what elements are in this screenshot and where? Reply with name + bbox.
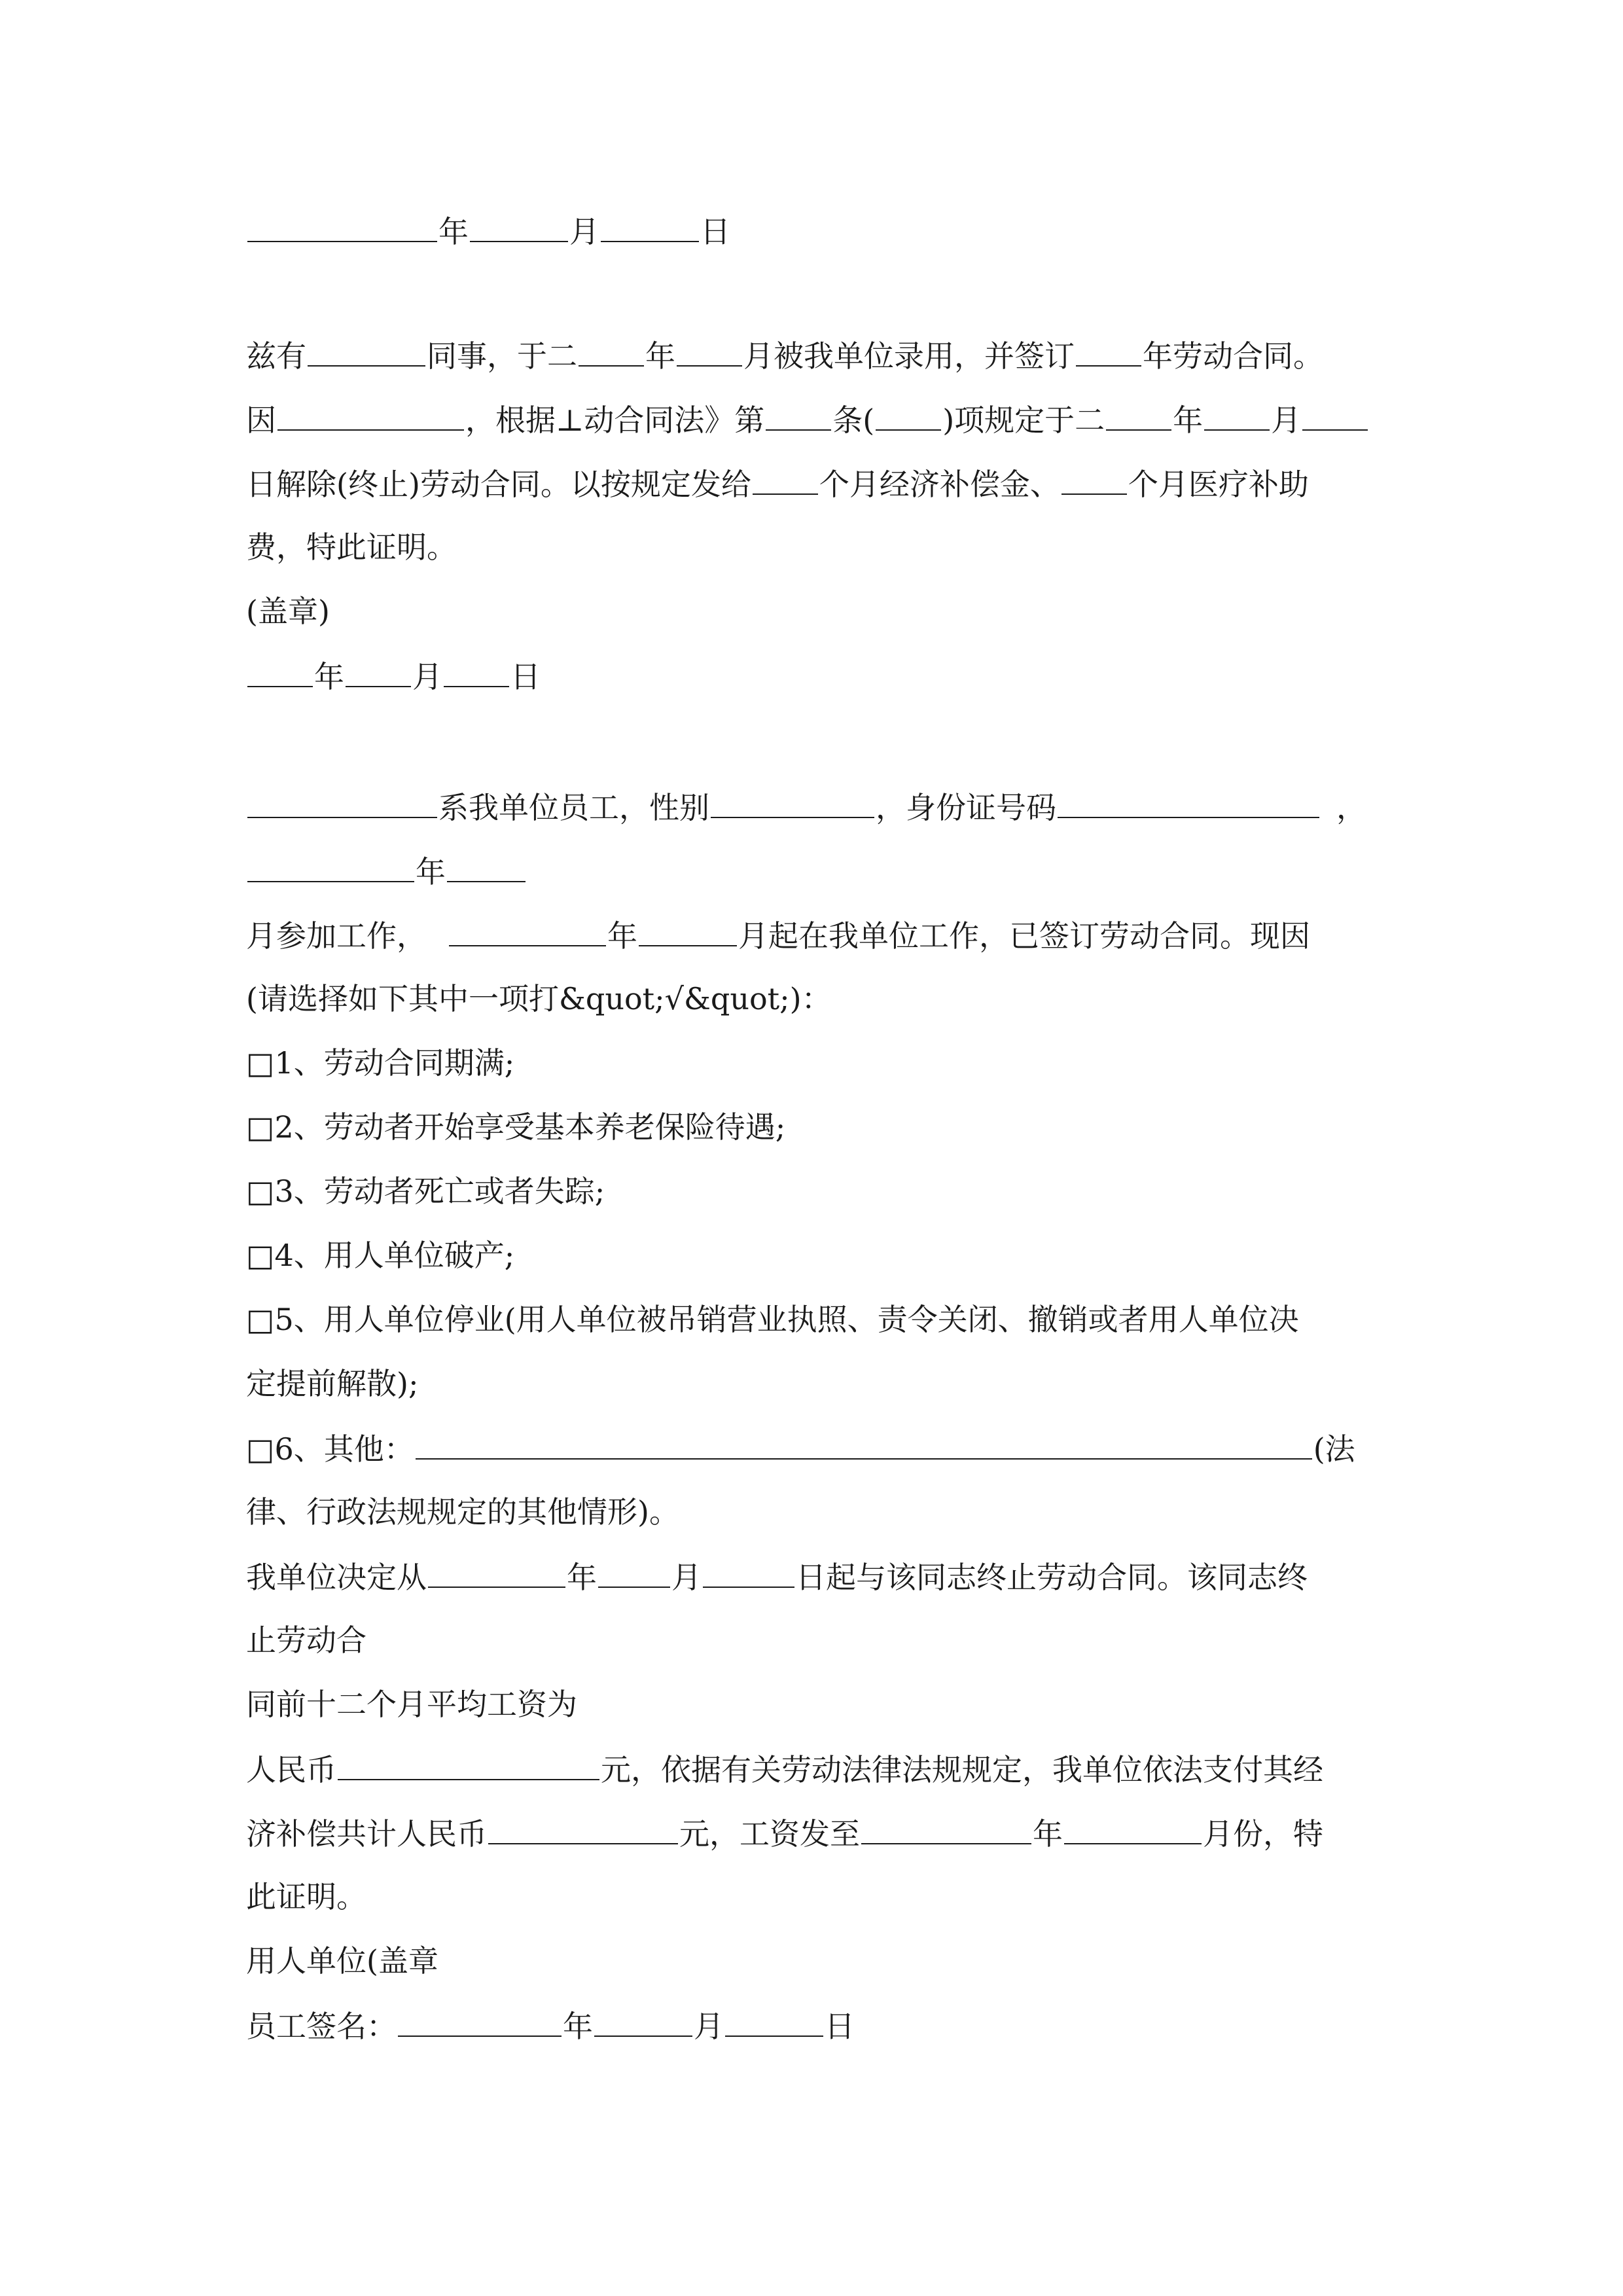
option-6[interactable]: □6、其他： (法 bbox=[246, 1428, 1355, 1469]
option-3[interactable]: □3、劳动者死亡或者失踪; bbox=[246, 1174, 605, 1209]
certificate-line-1: 兹有 同事，于二 年 月被我单位录用，并签订 年劳动合同。 bbox=[246, 335, 1323, 376]
year-blank[interactable] bbox=[247, 656, 313, 687]
signature-year-blank[interactable] bbox=[398, 2005, 562, 2037]
join-month-blank[interactable] bbox=[639, 915, 737, 946]
certificate-line-3: 日解除(终止)劳动合同。以按规定发给 个月经济补偿金、 个月医疗补助 bbox=[246, 463, 1309, 504]
end-year-blank[interactable] bbox=[1106, 399, 1171, 431]
day-blank[interactable] bbox=[444, 656, 509, 687]
signature-day-blank[interactable] bbox=[725, 2005, 823, 2037]
seal-label: (盖章) bbox=[246, 594, 330, 629]
option-4[interactable]: □4、用人单位破产; bbox=[246, 1238, 515, 1273]
termination-day-blank[interactable] bbox=[703, 1556, 794, 1588]
certificate-line-2: 因 ，根据⊥动合同法》第 条( )项规定于二 年 月 bbox=[246, 399, 1369, 440]
join-year-blank[interactable] bbox=[449, 915, 606, 946]
wage-month-blank[interactable] bbox=[1064, 1813, 1202, 1844]
year-blank[interactable] bbox=[247, 211, 437, 242]
medical-months-blank[interactable] bbox=[1061, 463, 1127, 495]
option-5[interactable]: □5、用人单位停业(用人单位被吊销营业执照、责令关闭、撤销或者用人单位决 bbox=[246, 1302, 1299, 1337]
termination-line-6: 此证明。 bbox=[246, 1879, 366, 1914]
month-blank[interactable] bbox=[346, 656, 411, 687]
hire-month-blank[interactable] bbox=[677, 335, 742, 367]
certificate-line-4: 费，特此证明。 bbox=[246, 529, 457, 565]
termination-month-blank[interactable] bbox=[598, 1556, 670, 1588]
employee-line-2: 年 bbox=[246, 851, 527, 891]
option-5-continued: 定提前解散); bbox=[246, 1366, 419, 1401]
termination-line-1: 我单位决定从 年 月 日起与该同志终止劳动合同。该同志终 bbox=[246, 1556, 1308, 1597]
date-line-1: 年 月 日 bbox=[246, 211, 730, 251]
name-blank[interactable] bbox=[308, 335, 425, 367]
option-6-continued: 律、行政法规规定的其他情形)。 bbox=[246, 1494, 679, 1530]
hire-year-blank[interactable] bbox=[579, 335, 644, 367]
employee-signature-line: 员工签名： 年 月 日 bbox=[246, 2005, 855, 2046]
termination-line-3: 同前十二个月平均工资为 bbox=[246, 1687, 577, 1722]
employee-line-3: 月参加工作， 年 月起在我单位工作，已签订劳动合同。现因 bbox=[246, 915, 1310, 956]
month-blank[interactable] bbox=[470, 211, 568, 242]
item-blank[interactable] bbox=[876, 399, 941, 431]
termination-line-4: 人民币 元，依据有关劳动法律法规规定，我单位依法支付其经 bbox=[246, 1749, 1323, 1789]
end-day-blank[interactable] bbox=[1302, 399, 1368, 431]
employee-name-blank[interactable] bbox=[247, 787, 437, 818]
termination-line-5: 济补偿共计人民币 元，工资发至 年 月份，特 bbox=[246, 1813, 1323, 1854]
work-start-year-blank[interactable] bbox=[247, 851, 414, 882]
termination-year-blank[interactable] bbox=[428, 1556, 565, 1588]
employer-seal-label: 用人单位(盖章 bbox=[246, 1943, 438, 1979]
employee-line-1: 系我单位员工，性别 ，身份证号码 ， bbox=[246, 787, 1366, 827]
article-blank[interactable] bbox=[766, 399, 831, 431]
select-instruction: (请选择如下其中一项打&quot;√&quot;)： bbox=[246, 981, 832, 1016]
end-month-blank[interactable] bbox=[1204, 399, 1270, 431]
option-2[interactable]: □2、劳动者开始享受基本养老保险待遇; bbox=[246, 1109, 786, 1145]
day-blank[interactable] bbox=[601, 211, 699, 242]
other-reason-blank[interactable] bbox=[416, 1428, 1312, 1460]
id-number-blank[interactable] bbox=[1058, 787, 1319, 818]
work-start-month-blank[interactable] bbox=[447, 851, 526, 882]
option-1[interactable]: □1、劳动合同期满; bbox=[246, 1045, 515, 1081]
termination-line-2: 止劳动合 bbox=[246, 1623, 366, 1658]
compensation-amount-blank[interactable] bbox=[488, 1813, 678, 1844]
contract-years-blank[interactable] bbox=[1076, 335, 1141, 367]
gender-blank[interactable] bbox=[711, 787, 874, 818]
date-line-2: 年 月 日 bbox=[246, 656, 541, 696]
average-wage-blank[interactable] bbox=[338, 1749, 599, 1780]
reason-blank[interactable] bbox=[277, 399, 464, 431]
signature-month-blank[interactable] bbox=[594, 2005, 692, 2037]
wage-year-blank[interactable] bbox=[861, 1813, 1031, 1844]
compensation-months-blank[interactable] bbox=[753, 463, 818, 495]
